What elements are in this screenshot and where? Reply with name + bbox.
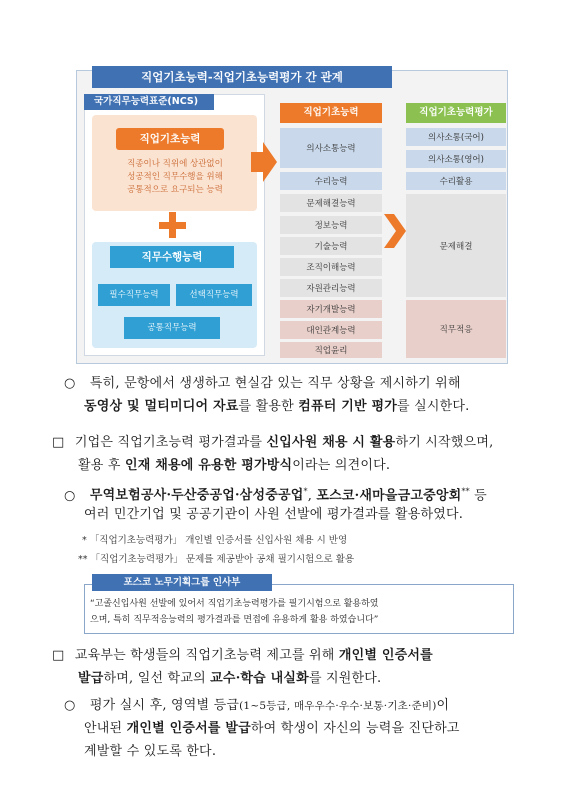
paragraph-1-line-2: [84, 397, 469, 417]
paragraph-5: [64, 696, 449, 716]
table-cell: 의사소통능력: [280, 128, 382, 168]
bold-text: 컴퓨터 기반 평가: [298, 399, 397, 414]
table-cell: 정보능력: [280, 216, 382, 234]
small-text: (1~5등급, 매우우수·우수·보통·기초·준비): [239, 700, 437, 712]
common-job-ability: 공통직무능력: [124, 317, 220, 339]
bold-text: 개인별 인증서를: [338, 648, 433, 663]
text: 를 실시한다.: [397, 399, 470, 414]
desc-line: 직종이나 직위에 상관없이: [127, 159, 223, 169]
table-cell: 자기개발능력: [280, 300, 382, 318]
bold-text: 인재 채용에 유용한 평가방식: [124, 458, 293, 473]
job-ability-title: 직무수행능력: [110, 246, 234, 268]
table-cell: 의사소통(영어): [406, 150, 506, 168]
footnote-2: ** 「직업기초능력평가」 문제를 제공받아 공채 필기시험으로 활용: [78, 554, 355, 565]
bold-text: 개인별 인증서를 발급: [126, 721, 251, 736]
paragraph-1: [64, 374, 461, 394]
text: 등: [469, 488, 487, 504]
selective-job-ability: 선택직무능력: [176, 284, 252, 306]
diagram-title: 직업기초능력-직업기초능력평가 간 관계: [92, 66, 392, 88]
col-evaluation-header: 직업기초능력평가: [406, 103, 506, 123]
arrow-right-icon: [251, 142, 277, 182]
quote-text: [90, 596, 510, 628]
bullet: ○: [64, 698, 76, 713]
text: 하여 학생이 자신의 능력을 진단하고: [250, 721, 460, 736]
paragraph-2-line-2: [78, 456, 390, 476]
table-cell: 수리능력: [280, 172, 382, 190]
square-bullet: □: [52, 435, 65, 450]
paragraph-3-line-2: 여러 민간기업 및 공공기관이 사원 선발에 평가결과를 활용하였다.: [84, 507, 464, 522]
footnote-1: * 「직업기초능력평가」 개인별 인증서를 신입사원 채용 시 반영: [82, 535, 348, 546]
square-bullet: □: [52, 648, 65, 663]
table-cell: 자원관리능력: [280, 279, 382, 297]
text: 안내된: [84, 721, 127, 736]
bullet: ○: [64, 488, 76, 504]
paragraph-5-line-3: 계발할 수 있도록 한다.: [84, 744, 217, 759]
plus-icon-bar: [159, 222, 186, 229]
text: 하며, 일선 학교의: [103, 671, 211, 686]
paragraph-3: [64, 482, 487, 506]
table-cell: 직업윤리: [280, 342, 382, 358]
bold-text: 신입사원 채용 시 활용: [266, 435, 396, 450]
text: 특히, 문항에서 생생하고 현실감 있는 직무 상황을 제시하기 위해: [89, 376, 461, 391]
quote-line: 으며, 특히 직무적응능력의 평가결과를 면접에 유용하게 활용 하였습니다”: [90, 615, 379, 625]
text: 활용 후: [78, 458, 125, 473]
table-cell: 수리활용: [406, 172, 506, 190]
table-cell: 문제해결: [406, 194, 506, 297]
table-cell: 조직이해능력: [280, 258, 382, 276]
text: 교육부는 학생들의 직업기초능력 제고를 위해: [74, 648, 339, 663]
bold-text: 교수·학습 내실화: [210, 671, 309, 686]
bold-text: 동영상 및 멀티미디어 자료: [84, 399, 239, 414]
ncs-label: 국가직무능력표준(NCS): [84, 94, 214, 110]
basic-ability-description: [100, 158, 250, 197]
bullet: ○: [64, 376, 76, 391]
text: 를 지원한다.: [308, 671, 382, 686]
text: 평가 실시 후, 영역별 등급: [89, 698, 240, 713]
col-basic-ability-header: 직업기초능력: [280, 103, 382, 123]
paragraph-4: [52, 646, 433, 666]
quote-line: “고졸신입사원 선발에 있어서 직업기초능력평가를 필기시험으로 활용하였: [90, 599, 379, 609]
footnote-mark: *: [303, 487, 308, 496]
table-cell: 기술능력: [280, 237, 382, 255]
desc-line: 공통적으로 요구되는 능력: [127, 185, 223, 195]
chevron-right-icon: [384, 214, 406, 248]
paragraph-4-line-2: [78, 669, 381, 689]
paragraph-5-line-2: [84, 719, 460, 739]
table-cell: 대인관계능력: [280, 321, 382, 339]
text: ,: [307, 488, 317, 504]
text: 를 활용한: [238, 399, 299, 414]
desc-line: 성공적인 직무수행을 위해: [127, 172, 223, 182]
text: 이: [436, 698, 450, 713]
bold-text: 포스코·새마을금고중앙회: [316, 488, 462, 504]
footnote-mark: **: [461, 487, 470, 496]
table-cell: 의사소통(국어): [406, 128, 506, 146]
basic-ability-title: 직업기초능력: [116, 128, 224, 150]
paragraph-2: [52, 433, 493, 453]
text: 이라는 의견이다.: [292, 458, 391, 473]
table-cell: 문제해결능력: [280, 194, 382, 212]
required-job-ability: 필수직무능력: [98, 284, 170, 306]
text: 하기 시작했으며,: [395, 435, 494, 450]
bold-text: 발급: [78, 671, 104, 686]
bold-text: 무역보험공사·두산중공업·삼성중공업: [89, 488, 304, 504]
table-cell: 직무적응: [406, 300, 506, 358]
text: 기업은 직업기초능력 평가결과를: [74, 435, 267, 450]
quote-source-tag: 포스코 노무기획그룹 인사부: [92, 574, 272, 591]
